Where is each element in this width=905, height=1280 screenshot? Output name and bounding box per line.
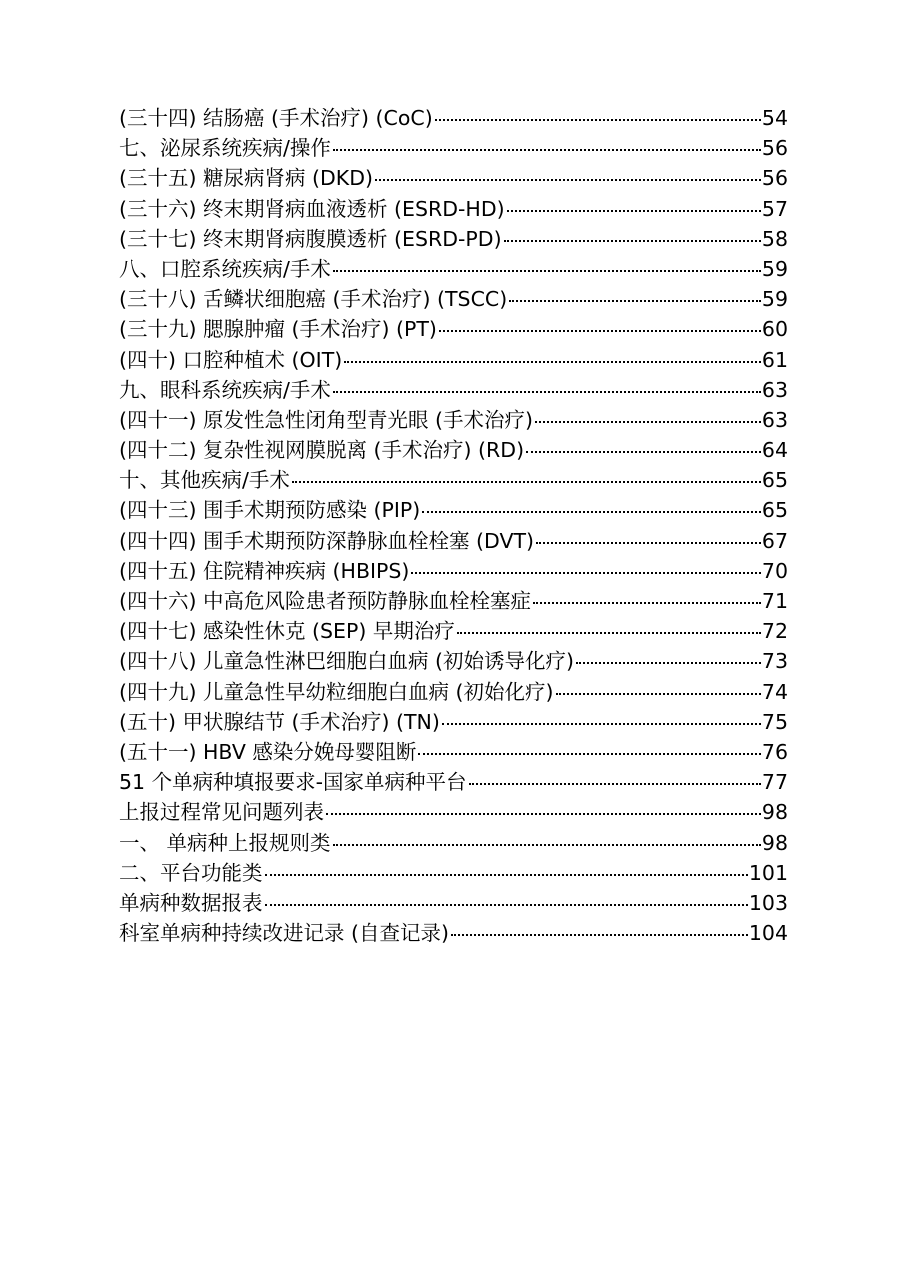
toc-entry-page-number: 70 [761,558,788,583]
toc-entry-title: (四十二) 复杂性视网膜脱离 (手术治疗) (RD) [119,438,525,463]
dot-leader [469,783,761,785]
toc-entry[interactable] [119,465,788,495]
toc-entry[interactable] [119,435,788,465]
dot-leader [422,511,761,513]
toc-entry[interactable] [119,888,788,918]
toc-entry-title: 一、 单病种上报规则类 [119,830,331,855]
dot-leader [326,813,761,815]
toc-entry[interactable] [119,646,788,676]
toc-entry-title: (四十八) 儿童急性淋巴细胞白血病 (初始诱导化疗) [119,649,575,674]
toc-entry-page-number: 74 [761,679,788,704]
toc-entry[interactable] [119,345,788,375]
toc-entry-page-number: 61 [761,347,788,372]
toc-entry-title: (四十七) 感染性休克 (SEP) 早期治疗 [119,619,455,644]
toc-entry-page-number: 75 [761,709,788,734]
toc-entry-page-number: 57 [761,196,788,221]
dot-leader [265,874,748,876]
toc-entry-title: (四十三) 围手术期预防感染 (PIP) [119,498,421,523]
toc-entry-title: (四十一) 原发性急性闭角型青光眼 (手术治疗) [119,407,534,432]
toc-entry[interactable] [119,405,788,435]
dot-leader [457,632,761,634]
toc-entry-title: (四十五) 住院精神疾病 (HBIPS) [119,558,410,583]
dot-leader [333,391,761,393]
toc-entry-page-number: 76 [761,739,788,764]
toc-entry-page-number: 77 [761,770,788,795]
toc-entry[interactable] [119,163,788,193]
toc-entry[interactable] [119,133,788,163]
toc-entry[interactable] [119,918,788,948]
toc-entry-page-number: 56 [761,136,788,161]
toc-entry[interactable] [119,767,788,797]
toc-entry-page-number: 54 [761,106,788,130]
toc-entry[interactable] [119,616,788,646]
dot-leader [411,572,760,574]
dot-leader [535,421,761,423]
toc-entry-page-number: 63 [761,377,788,402]
toc-entry-title: 单病种数据报表 [119,890,263,915]
dot-leader [533,602,761,604]
dot-leader [507,210,761,212]
toc-entry-title: 上报过程常见问题列表 [119,800,324,825]
toc-entry-page-number: 63 [761,407,788,432]
toc-entry[interactable] [119,314,788,344]
toc-entry-title: 十、其他疾病/手术 [119,468,290,493]
toc-entry-title: (五十一) HBV 感染分娩母婴阻断 [119,739,417,764]
toc-entry-page-number: 56 [761,166,788,191]
dot-leader [333,844,761,846]
toc-entry-page-number: 71 [761,589,788,613]
toc-entry[interactable] [119,677,788,707]
table-of-contents [119,103,788,948]
toc-entry-page-number: 104 [748,921,788,946]
toc-entry-title: (四十四) 围手术期预防深静脉血栓栓塞 (DVT) [119,528,534,553]
toc-entry-title: 科室单病种持续改进记录 (自查记录) [119,921,450,946]
toc-entry[interactable] [119,828,788,858]
toc-entry-title: 二、平台功能类 [119,860,263,885]
toc-entry[interactable] [119,375,788,405]
toc-entry-title: (四十九) 儿童急性早幼粒细胞白血病 (初始化疗) [119,679,554,704]
toc-entry-page-number: 59 [761,256,788,281]
dot-leader [556,693,761,695]
toc-entry-page-number: 67 [761,528,788,553]
dot-leader [576,662,761,664]
toc-entry[interactable] [119,284,788,314]
dot-leader [344,361,761,363]
toc-entry[interactable] [119,224,788,254]
toc-entry[interactable] [119,556,788,586]
toc-entry-title: 51 个单病种填报要求-国家单病种平台 [119,770,467,795]
toc-entry-title: (四十六) 中高危风险患者预防静脉血栓栓塞症 [119,589,532,613]
toc-entry-page-number: 64 [761,438,788,463]
toc-entry-title: (三十四) 结肠癌 (手术治疗) (CoC) [119,106,433,130]
toc-entry-page-number: 65 [761,468,788,493]
toc-entry-page-number: 101 [748,860,788,885]
toc-entry-page-number: 60 [761,317,788,342]
dot-leader [536,542,761,544]
toc-entry[interactable] [119,797,788,827]
toc-entry[interactable] [119,586,788,616]
toc-entry[interactable] [119,858,788,888]
toc-entry[interactable] [119,254,788,284]
toc-entry-page-number: 73 [761,649,788,674]
dot-leader [439,330,761,332]
toc-entry-title: (三十七) 终末期肾病腹膜透析 (ESRD-PD) [119,226,502,251]
toc-entry-title: (三十九) 腮腺肿瘤 (手术治疗) (PT) [119,317,437,342]
dot-leader [375,179,761,181]
dot-leader [435,119,761,121]
toc-entry[interactable] [119,194,788,224]
toc-entry-title: (三十六) 终末期肾病血液透析 (ESRD-HD) [119,196,505,221]
dot-leader [418,753,761,755]
dot-leader [504,240,761,242]
dot-leader [292,481,761,483]
dot-leader [265,904,748,906]
toc-entry[interactable] [119,103,788,133]
dot-leader [451,934,748,936]
toc-entry-title: (三十五) 糖尿病肾病 (DKD) [119,166,374,191]
toc-entry-title: (三十八) 舌鳞状细胞癌 (手术治疗) (TSCC) [119,287,508,312]
toc-entry-page-number: 103 [748,890,788,915]
toc-entry-page-number: 72 [761,619,788,644]
toc-entry-page-number: 65 [761,498,788,523]
toc-entry-title: 九、眼科系统疾病/手术 [119,377,331,402]
toc-entry-page-number: 58 [761,226,788,251]
toc-entry-page-number: 59 [761,287,788,312]
dot-leader [526,451,761,453]
toc-entry[interactable] [119,526,788,556]
toc-entry[interactable] [119,495,788,525]
toc-entry[interactable] [119,707,788,737]
dot-leader [442,723,761,725]
dot-leader [333,149,761,151]
toc-entry-title: (四十) 口腔种植术 (OIT) [119,347,343,372]
toc-entry-title: 七、泌尿系统疾病/操作 [119,136,331,161]
toc-entry[interactable] [119,737,788,767]
toc-entry-title: 八、口腔系统疾病/手术 [119,256,331,281]
dot-leader [509,300,761,302]
toc-entry-title: (五十) 甲状腺结节 (手术治疗) (TN) [119,709,440,734]
dot-leader [333,270,761,272]
toc-entry-page-number: 98 [761,830,788,855]
toc-entry-page-number: 98 [761,800,788,825]
